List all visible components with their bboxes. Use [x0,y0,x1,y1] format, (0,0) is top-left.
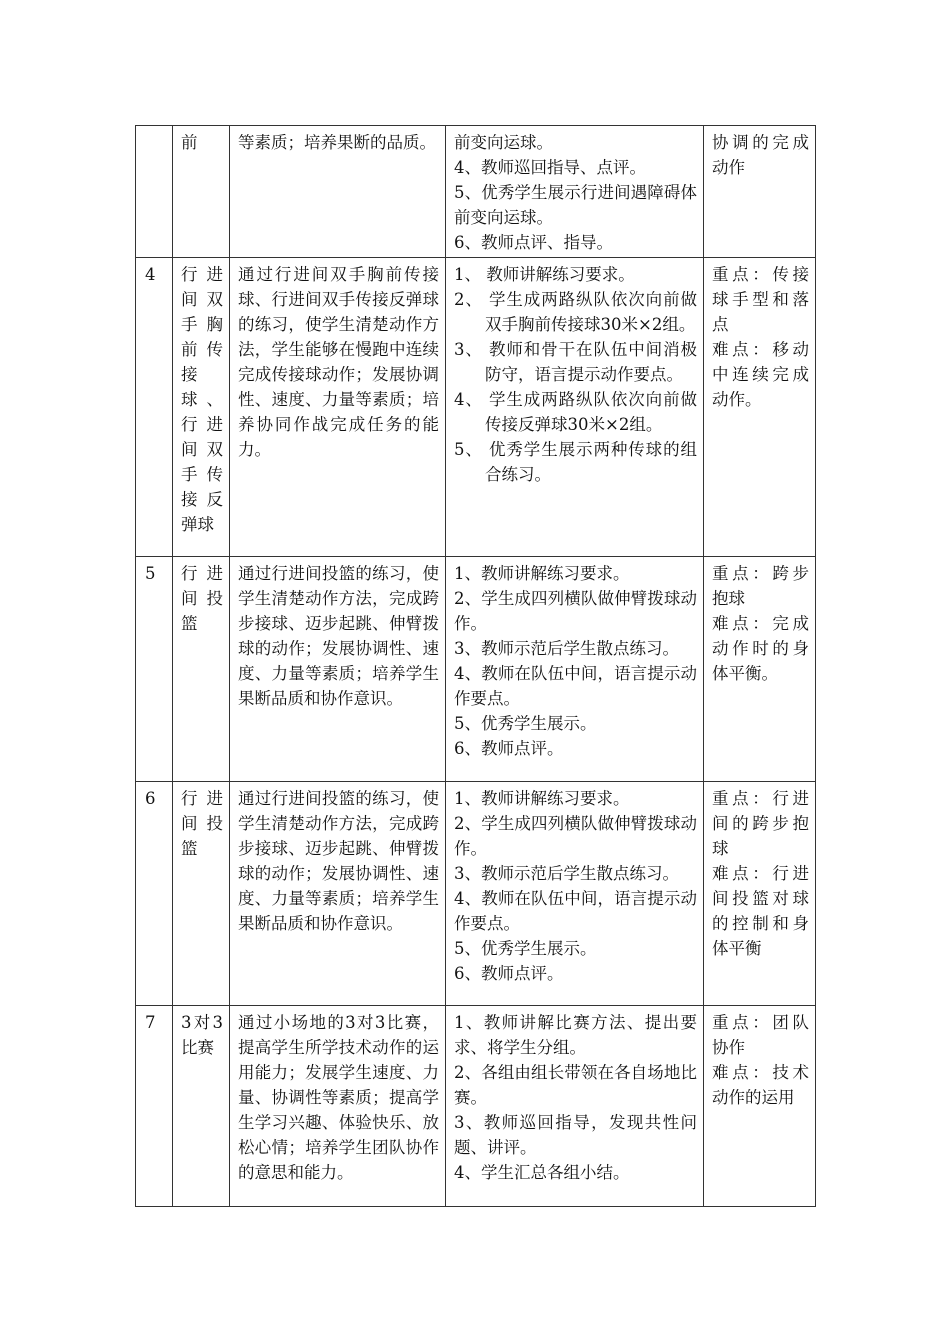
table-row [136,258,816,557]
row-number [136,126,173,258]
lesson-goal: 通过行进间投篮的练习，使学生清楚动作方法，完成跨步接球、迈步起跳、伸臂拨球的动作；发展协调性、速度、力量等素质；培养学生果断品质和协作意识。 [230,557,446,782]
focus-item: 重点：行进间的跨步抱球 [712,789,809,858]
lesson-goal: 通过行进间投篮的练习，使学生清楚动作方法，完成跨步接球、迈步起跳、伸臂拨球的动作；发展协调性、速度、力量等素质；培养学生果断品质和协作意识。 [230,782,446,1006]
lesson-steps [446,557,704,782]
table-row [136,1006,816,1207]
step-item: 1、教师讲解练习要求。 [454,564,630,583]
row-number: 4 [136,258,173,557]
focus-item: 难点：完成动作时的身体平衡。 [712,614,809,683]
step-item: 4、教师在队伍中间，语言提示动作要点。 [454,889,697,933]
lesson-name: 行进间投篮 [173,557,230,782]
row-number: 6 [136,782,173,1006]
lesson-plan-table [135,125,816,1207]
focus-item: 重点：跨步抱球 [712,564,809,608]
step-item: 6、教师点评、指导。 [454,233,613,252]
lesson-focus [704,782,816,1006]
step-item: 5、优秀学生展示。 [454,714,597,733]
step-item: 1、教师讲解练习要求。 [454,789,630,808]
lesson-steps [446,258,704,557]
row-number: 5 [136,557,173,782]
step-item: 2、各组由组长带领在各自场地比赛。 [454,1063,697,1107]
focus-item: 协调的完成动作 [712,133,809,177]
step-item: 5、 优秀学生展示两种传球的组合练习。 [454,440,697,484]
step-item: 4、 学生成两路纵队依次向前做传接反弹球30米×2组。 [454,390,697,434]
step-item: 1、 教师讲解练习要求。 [454,265,635,284]
lesson-focus [704,126,816,258]
lesson-goal: 通过行进间双手胸前传接球、行进间双手传接反弹球的练习，使学生清楚动作方法，学生能够在慢跑中连续完成传接球动作；发展协调性、速度、力量等素质；培养协同作战完成任务的能力。 [230,258,446,557]
step-item: 4、教师在队伍中间，语言提示动作要点。 [454,664,697,708]
lesson-steps [446,1006,704,1207]
step-item: 4、教师巡回指导、点评。 [454,158,646,177]
step-item: 6、教师点评。 [454,964,564,983]
step-item: 前变向运球。 [454,133,553,152]
focus-item: 难点：技术动作的运用 [712,1063,809,1107]
step-item: 2、学生成四列横队做伸臂拨球动作。 [454,814,697,858]
step-item: 5、优秀学生展示。 [454,939,597,958]
lesson-focus [704,557,816,782]
step-item: 1、教师讲解比赛方法、提出要求、将学生分组。 [454,1013,697,1057]
step-item: 6、教师点评。 [454,739,564,758]
step-item: 2、学生成四列横队做伸臂拨球动作。 [454,589,697,633]
focus-item: 难点：行进间投篮对球的控制和身体平衡 [712,864,809,958]
lesson-steps [446,126,704,258]
lesson-name: 前 [173,126,230,258]
focus-item: 难点：移动中连续完成动作。 [712,340,809,409]
lesson-name: 行进间投篮 [173,782,230,1006]
lesson-name: 3对3比赛 [173,1006,230,1207]
step-item: 3、 教师和骨干在队伍中间消极防守，语言提示动作要点。 [454,340,697,384]
lesson-focus [704,258,816,557]
table-row [136,557,816,782]
step-item: 3、教师示范后学生散点练习。 [454,864,679,883]
table-row [136,126,816,258]
lesson-steps [446,782,704,1006]
row-number: 7 [136,1006,173,1207]
lesson-name: 行进间双手胸前传接球、行进间双手传接反弹球 [173,258,230,557]
table-row [136,782,816,1006]
step-item: 5、优秀学生展示行进间遇障碍体前变向运球。 [454,183,697,227]
step-item: 4、学生汇总各组小结。 [454,1163,630,1182]
focus-item: 重点：团队协作 [712,1013,809,1057]
step-item: 2、 学生成两路纵队依次向前做双手胸前传接球30米×2组。 [454,290,697,334]
lesson-focus [704,1006,816,1207]
step-item: 3、教师示范后学生散点练习。 [454,639,679,658]
step-item: 3、教师巡回指导，发现共性问题、讲评。 [454,1113,697,1157]
lesson-goal: 等素质；培养果断的品质。 [230,126,446,258]
focus-item: 重点：传接球手型和落点 [712,265,809,334]
lesson-goal: 通过小场地的3对3比赛，提高学生所学技术动作的运用能力；发展学生速度、力量、协调性等素质；提高学生学习兴趣、体验快乐、放松心情；培养学生团队协作的意思和能力。 [230,1006,446,1207]
